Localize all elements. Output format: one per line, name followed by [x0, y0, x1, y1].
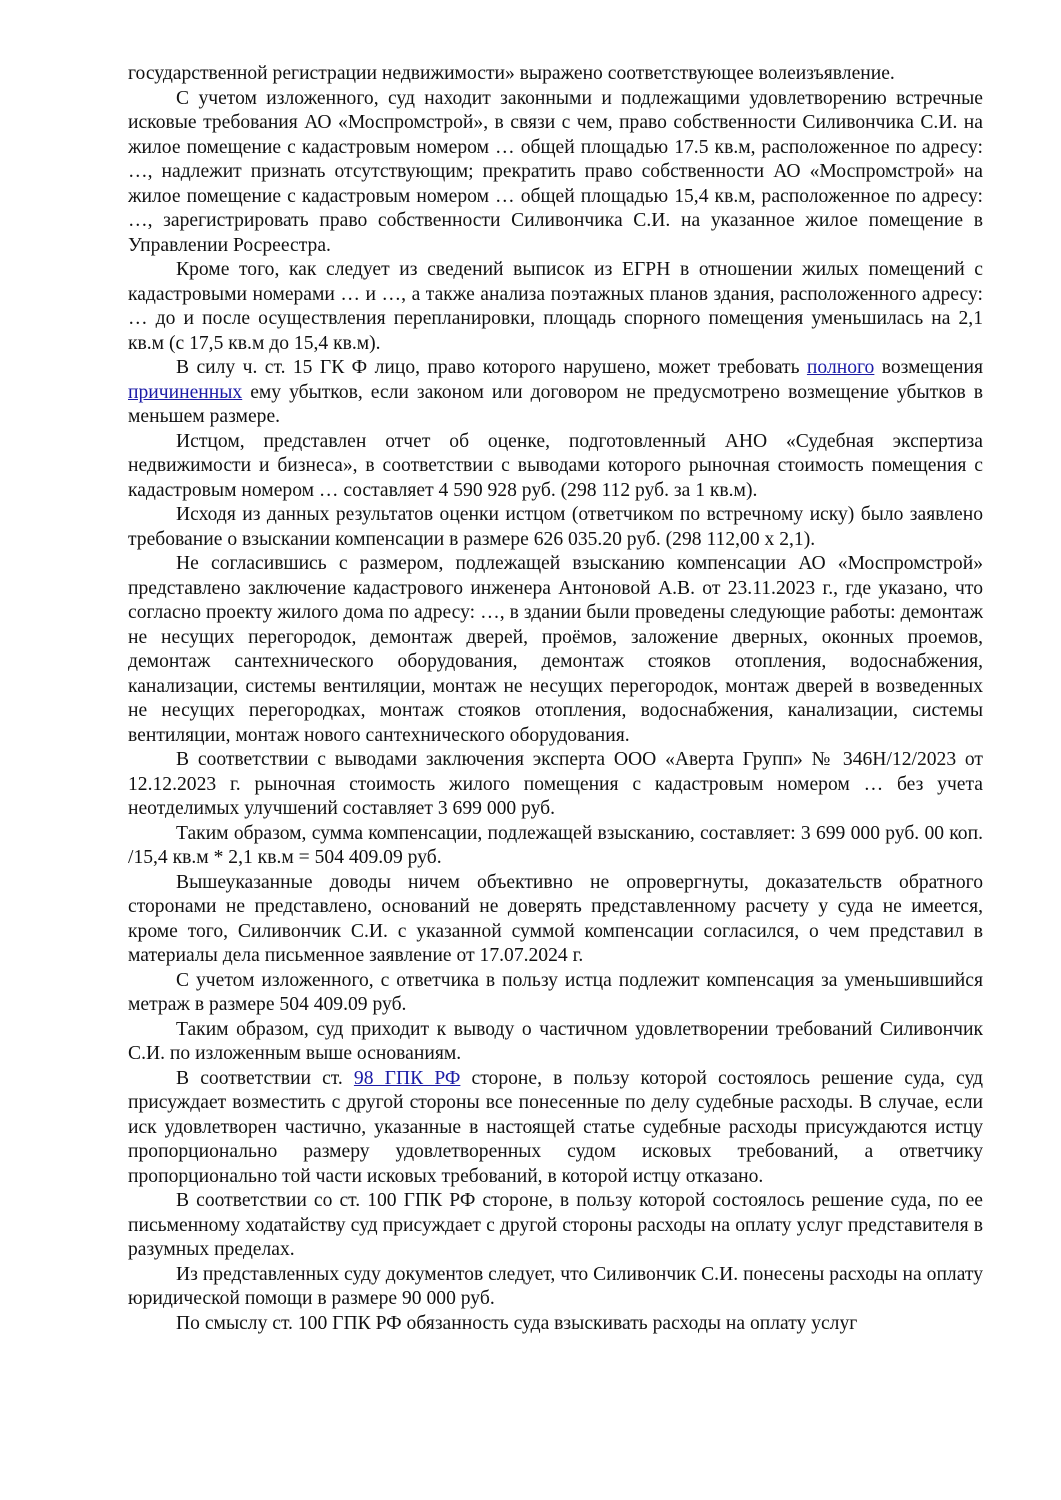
paragraph-p15 — [128, 1312, 983, 1337]
paragraph-text: возмещения — [874, 357, 984, 378]
paragraph-text: ему убытков, если законом или договором не предусмотрено возмещение убытков в меньшем размере. — [128, 381, 983, 427]
paragraph-text: стороне, в пользу которой состоялось решение суда, суд присуждает возместить с другой стороны все понесенные по делу судебные расходы. В случае, если иск удовлетворен частично, указанные в настоящей статье судебные расходы присуждаются истцу пропорционально размеру удовлетворенных судом исковых требований, а ответчику пропорционально той части исковых требований, в которой истцу отказано. — [128, 1067, 983, 1187]
paragraph-text: С учетом изложенного, суд находит законными и подлежащими удовлетворению встречные исковые требования АО «Моспромстрой», в связи с чем, право собственности Силивончика С.И. на жилое помещение с кадастровым номером … общей площадью 17.5 кв.м, расположенное по адресу: …, надлежит признать отсутствующим; прекратить право собственности АО «Моспромстрой» на жилое помещение с кадастровым номером … общей площадью 15,4 кв.м, расположенное по адресу: …, зарегистрировать право собственности Силивончика С.И. на указанное жилое помещение в Управлении Росреестра. — [128, 87, 983, 256]
paragraph-text: Таким образом, суд приходит к выводу о частичном удовлетворении требований Силивончик С.И. по изложенным выше основаниям. — [128, 1018, 983, 1064]
paragraph-text: Истцом, представлен отчет об оценке, подготовленный АНО «Судебная экспертиза недвижимости и бизнеса», в соответствии с выводами которого рыночная стоимость помещения с кадастровым номером … составляет 4 590 928 руб. (298 112 руб. за 1 кв.м). — [128, 430, 983, 501]
legal-reference-link[interactable]: 98 ГПК РФ — [353, 1067, 461, 1089]
paragraph-p7 — [128, 748, 983, 822]
paragraph-text: государственной регистрации недвижимости» выражено соответствующее волеизъявление. — [128, 63, 895, 84]
paragraph-p8 — [128, 822, 983, 871]
paragraph-text: В соответствии со ст. 100 ГПК РФ стороне, в пользу которой состоялось решение суда, по ее письменному ходатайству суд присуждает с другой стороны расходы на оплату услуг представителя в разумных пределах. — [128, 1190, 983, 1260]
legal-reference-link[interactable]: полного — [806, 357, 875, 378]
paragraph-p10 — [128, 969, 983, 1018]
paragraph-text: Не согласившись с размером, подлежащей взысканию компенсации АО «Моспромстрой» представлено заключение кадастрового инженера Антоновой А.В. от 23.11.2023 г., где указано, что согласно проекту жилого дома по адресу: …, в здании были проведены следующие работы: демонтаж не несущих перегородок, демонтаж дверей, проёмов, заложение дверных, оконных проемов, демонтаж сантехнического оборудования, демонтаж стояков отопления, водоснабжения, канализации, системы вентиляции, монтаж не несущих перегородок, монтаж дверей в возведенных не несущих перегородках, монтаж стояков отопления, водоснабжения, канализации, системы вентиляции, монтаж нового сантехнического оборудования. — [128, 553, 983, 746]
document-page — [128, 62, 983, 1336]
paragraph-p12 — [128, 1067, 983, 1190]
paragraph-text: Вышеуказанные доводы ничем объективно не опровергнуты, доказательств обратного сторонами не представлено, оснований не доверять представленному расчету у суда не имеется, кроме того, Силивончик С.И. с указанной суммой компенсации согласился, о чем представил в материалы дела письменное заявление от 17.07.2024 г. — [128, 871, 983, 966]
paragraph-text: Из представленных суду документов следует, что Силивончик С.И. понесены расходы на оплату юридической помощи в размере 90 000 руб. — [128, 1263, 983, 1309]
paragraph-text: В соответствии ст. — [176, 1067, 354, 1089]
paragraph-text: По смыслу ст. 100 ГПК РФ обязанность суда взыскивать расходы на оплату услуг — [176, 1312, 858, 1334]
paragraph-p9 — [128, 871, 983, 969]
paragraph-text: Таким образом, сумма компенсации, подлежащей взысканию, составляет: 3 699 000 руб. 00 коп. /15,4 кв.м * 2,1 кв.м = 504 409.09 руб. — [128, 822, 983, 868]
paragraph-text: Исходя из данных результатов оценки истцом (ответчиком по встречному иску) было заявлено требование о взыскании компенсации в размере 626 035.20 руб. (298 112,00 х 2,1). — [128, 504, 983, 550]
paragraph-text: В силу ч. ст. 15 ГК Ф лицо, право которого нарушено, может требовать — [176, 357, 807, 378]
paragraph-p13 — [128, 1189, 983, 1263]
paragraph-p1 — [128, 87, 983, 259]
paragraph-p5 — [128, 503, 983, 552]
paragraph-p11 — [128, 1018, 983, 1067]
paragraph-p3 — [128, 356, 983, 430]
paragraph-p14 — [128, 1263, 983, 1312]
paragraph-text: Кроме того, как следует из сведений выписок из ЕГРН в отношении жилых помещений с кадастровыми номерами … и …, а также анализа поэтажных планов здания, расположенного адресу: … до и после осуществления перепланировки, площадь спорного помещения уменьшилась на 2,1 кв.м (с 17,5 кв.м до 15,4 кв.м). — [128, 259, 983, 354]
paragraph-p4 — [128, 430, 983, 504]
paragraph-text: С учетом изложенного, с ответчика в пользу истца подлежит компенсация за уменьшившийся метраж в размере 504 409.09 руб. — [128, 969, 983, 1015]
legal-reference-link[interactable]: причиненных — [128, 381, 243, 403]
paragraph-p0 — [128, 62, 983, 87]
paragraph-text: В соответствии с выводами заключения эксперта ООО «Аверта Групп» № 346Н/12/2023 от 12.12.2023 г. рыночная стоимость жилого помещения с кадастровым номером … без учета неотделимых улучшений составляет 3 699 000 руб. — [128, 749, 983, 819]
paragraph-p6 — [128, 552, 983, 748]
paragraph-p2 — [128, 258, 983, 356]
